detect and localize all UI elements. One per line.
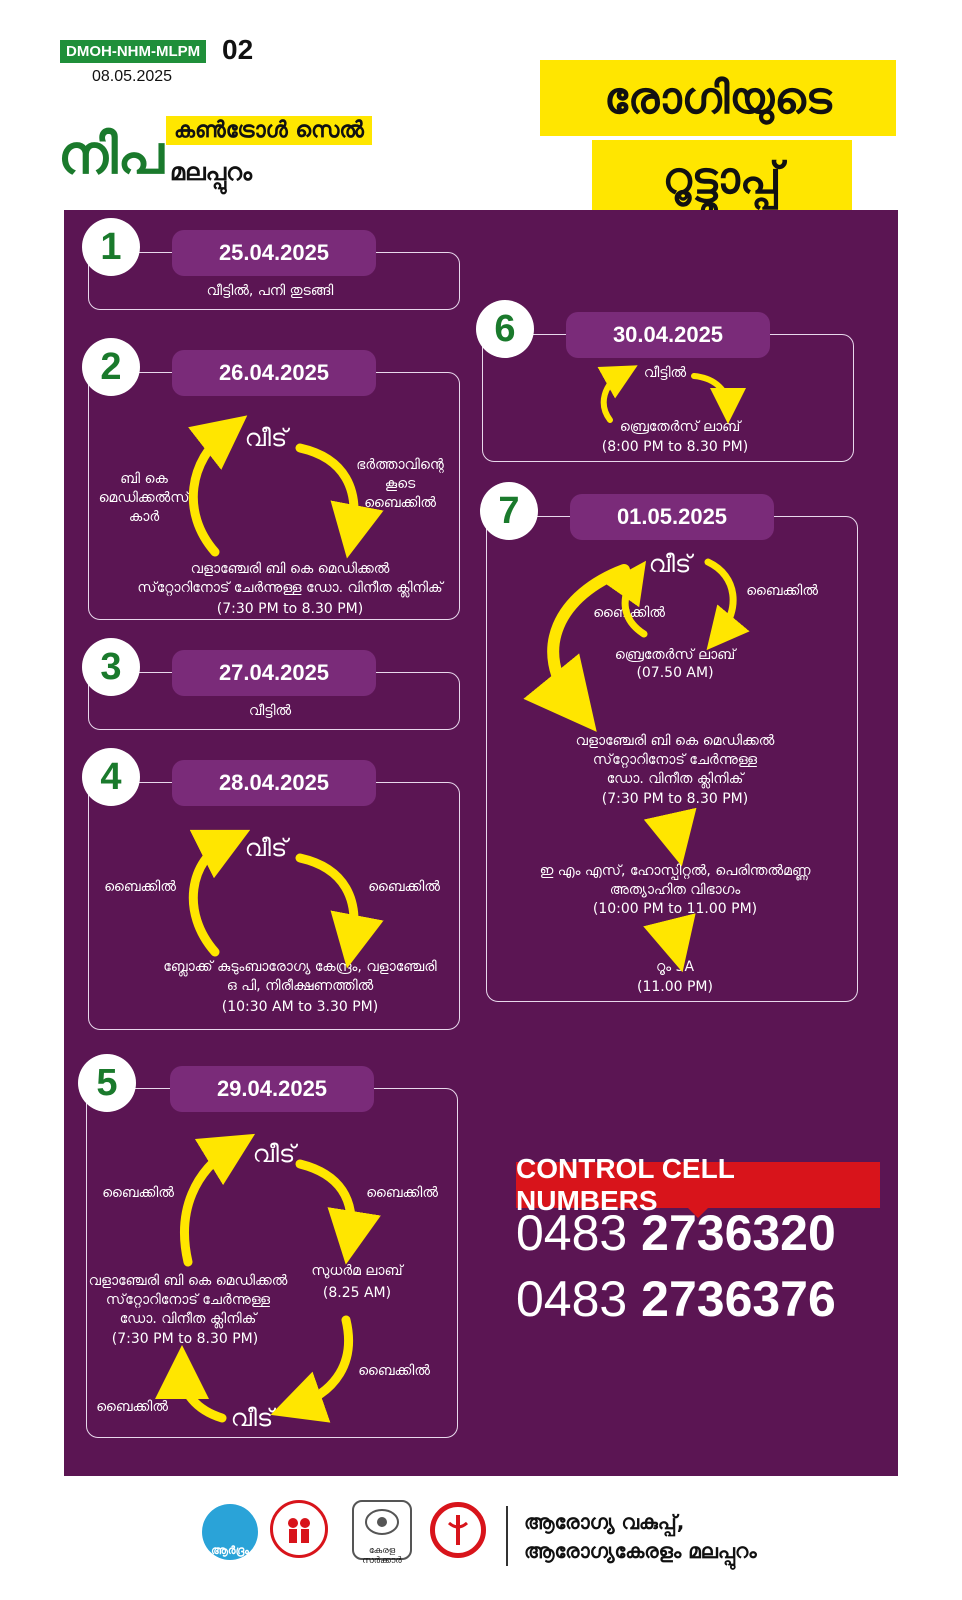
day-6-arrow-right	[694, 376, 728, 406]
day-7-bike-left: ബൈക്കിൽ	[593, 605, 665, 621]
day-5-arrow-left-top	[185, 1148, 232, 1262]
day-7-arrow-to-hospital	[672, 822, 676, 840]
phone-number-1[interactable]	[516, 1204, 836, 1262]
day-6-number: 6	[476, 300, 534, 358]
day-5-lab-time: (8.25 AM)	[322, 1285, 392, 1301]
day-4-place: ബ്ലോക്ക് കുടുംബാരോഗ്യ കേന്ദ്രം, വളാഞ്ചേരി ഒ പി, നിരീക്ഷണത്തിൽ	[163, 959, 437, 994]
day-7-arrow-to-room	[672, 930, 676, 946]
day-6-home: വീട്ടിൽ	[643, 365, 687, 381]
issue-number: 02	[222, 34, 254, 65]
day-2-arrow-left	[193, 432, 226, 552]
day-5-right-bottom-label: ബൈക്കിൽ	[358, 1363, 430, 1379]
title-line-2: റൂട്ട്മാപ്പ്	[592, 140, 852, 216]
nhm-logo	[270, 1500, 328, 1558]
day-3-text: വീട്ടിൽ	[248, 703, 292, 719]
title-line-1: രോഗിയുടെ	[540, 60, 896, 136]
day-7-lab-time: (07.50 AM)	[636, 665, 714, 681]
issue-date: 08.05.2025	[92, 68, 173, 85]
day-1-text: വീട്ടിൽ, പനി തുടങ്ങി	[206, 283, 334, 299]
day-5-arrow-left-bottom	[182, 1372, 222, 1418]
day-4-date: 28.04.2025	[172, 760, 376, 806]
day-7-clinic: വളാഞ്ചേരി ബി കെ മെഡിക്കൽ സ്‌റ്റോറിനോട് ചേർന്നുള്ള ഡോ. വിനീത ക്ലിനിക്	[575, 733, 775, 787]
day-4-arrow-right	[300, 858, 354, 942]
document-code-badge: DMOH-NHM-MLPM	[60, 40, 206, 63]
day-7-clinic-time: (7:30 PM to 8.30 PM)	[601, 791, 749, 807]
nipah-title: നിപ	[58, 123, 164, 186]
day-7-home: വീട്	[648, 550, 692, 578]
day-2-home: വീട്	[244, 424, 288, 452]
day-5-right-top-label: ബൈക്കിൽ	[366, 1185, 438, 1201]
phone-2-code: 0483	[516, 1271, 628, 1327]
day-7-bike-right: ബൈക്കിൽ	[746, 583, 818, 599]
day-2-place: വളാഞ്ചേരി ബി കെ മെഡിക്കൽ സ്‌റ്റോറിനോട് ചേർന്നുള്ള ഡോ. വിനീത ക്ലിനിക്	[137, 561, 443, 596]
day-7-hospital-time: (10:00 PM to 11.00 PM)	[592, 901, 758, 917]
phone-2-number: 2736376	[641, 1271, 836, 1327]
day-7-arrow-bike-left	[625, 578, 644, 634]
day-2-left-label: ബി കെ മെഡിക്കൽസ് കാർ	[98, 471, 190, 525]
day-5-lab: സുധർമ ലാബ്	[311, 1263, 403, 1279]
day-2-arrow-right	[300, 448, 354, 532]
day-5-arrow-right-bottom	[296, 1320, 349, 1406]
day-7-number: 7	[480, 482, 538, 540]
day-7-room-time: (11.00 PM)	[637, 979, 713, 995]
day-4-arrow-left	[193, 842, 226, 952]
footer-divider	[506, 1506, 508, 1566]
emblem-icon	[354, 1502, 410, 1542]
department-name	[524, 1508, 757, 1566]
district-name: മലപ്പുറം	[170, 158, 253, 186]
day-2-time: (7:30 PM to 8.30 PM)	[216, 601, 364, 617]
phone-1-number: 2736320	[641, 1205, 836, 1261]
day-2-number: 2	[82, 338, 140, 396]
aardram-logo-text: ആർദ്രം	[211, 1544, 249, 1557]
phone-1-code: 0483	[516, 1205, 628, 1261]
day-6-lab: ബ്രെതേർസ് ലാബ്	[619, 419, 741, 435]
day-1-number: 1	[82, 218, 140, 276]
caduceus-icon	[435, 1507, 481, 1553]
day-7-arrow-to-clinic	[553, 570, 624, 704]
kerala-govt-emblem	[352, 1500, 412, 1566]
day-6-time: (8:00 PM to 8.30 PM)	[601, 439, 749, 455]
day-5-number: 5	[78, 1054, 136, 1112]
day-6-arrow-left	[604, 374, 622, 420]
control-cell-numbers-label: CONTROL CELL NUMBERS	[516, 1162, 880, 1208]
day-4-right-label: ബൈക്കിൽ	[368, 879, 440, 895]
day-4-number: 4	[82, 748, 140, 806]
day-4-time: (10:30 AM to 3.30 PM)	[221, 999, 379, 1015]
day-2-date: 26.04.2025	[172, 350, 376, 396]
day-4-left-label: ബൈക്കിൽ	[104, 879, 176, 895]
phone-number-2[interactable]	[516, 1270, 836, 1328]
day-5-home-top: വീട്	[252, 1140, 296, 1168]
day-5-home-bottom: വീട്	[230, 1404, 274, 1432]
day-5-left-top-label: ബൈക്കിൽ	[102, 1185, 174, 1201]
kerala-govt-text: കേരള സർക്കാർ	[362, 1546, 402, 1566]
day-7-lab: ബ്രെതേർസ് ലാബ്	[614, 647, 736, 663]
health-dept-logo	[430, 1502, 486, 1558]
control-cell-label: കൺട്രോൾ സെൽ	[166, 116, 372, 145]
day-6-date: 30.04.2025	[566, 312, 770, 358]
day-5-left-bottom-label: ബൈക്കിൽ	[96, 1399, 168, 1415]
department-line-1: ആരോഗ്യ വകുപ്പ്,	[524, 1510, 685, 1534]
day-5-arrow-right-top	[300, 1164, 351, 1238]
department-line-2: ആരോഗ്യകേരളം മലപ്പുറം	[524, 1539, 757, 1563]
nhm-family-icon	[273, 1503, 325, 1555]
day-5-clinic: വളാഞ്ചേരി ബി കെ മെഡിക്കൽ സ്‌റ്റോറിനോട് ചേർന്നുള്ള ഡോ. വിനീത ക്ലിനിക്	[88, 1273, 288, 1327]
day-3-number: 3	[82, 638, 140, 696]
day-5-date: 29.04.2025	[170, 1066, 374, 1112]
day-7-arrow-bike-right	[708, 562, 733, 634]
day-3-date: 27.04.2025	[172, 650, 376, 696]
day-7-date: 01.05.2025	[570, 494, 774, 540]
day-7-hospital: ഇ എം എസ്, ഹോസ്പിറ്റൽ, പെരിന്തൽമണ്ണ അത്യാഹിത വിഭാഗം	[539, 863, 811, 898]
aardram-logo	[202, 1504, 258, 1560]
day-4-home: വീട്	[244, 834, 288, 862]
day-5-clinic-time: (7:30 PM to 8.30 PM)	[111, 1331, 259, 1347]
day-2-right-label: ഭർത്താവിന്റെ കൂടെ ബൈക്കിൽ	[356, 457, 444, 511]
day-1-date: 25.04.2025	[172, 230, 376, 276]
day-7-room: റൂം 5A	[655, 959, 695, 975]
